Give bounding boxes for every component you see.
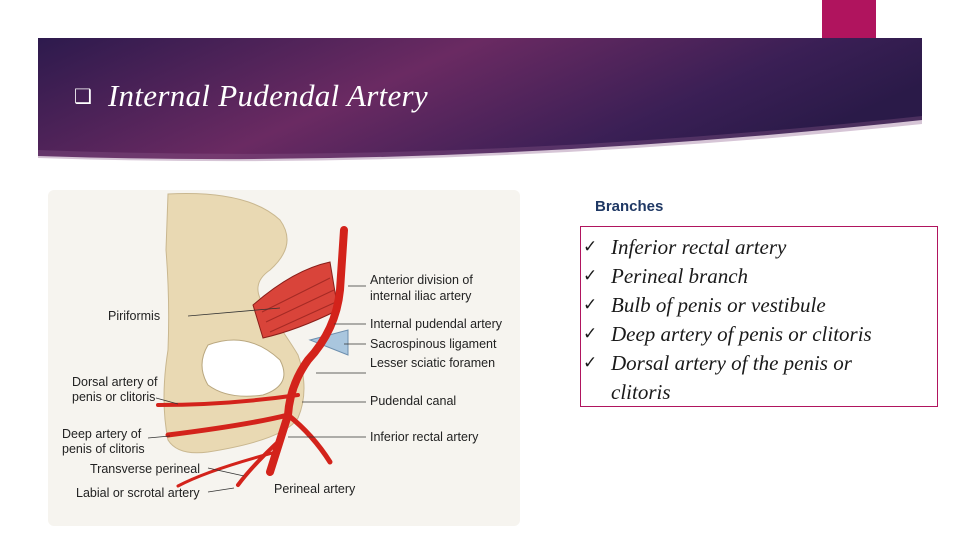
label-lesser-sciatic: Lesser sciatic foramen (370, 356, 496, 370)
label-dorsal-1: Dorsal artery of (72, 375, 158, 389)
list-item (581, 349, 937, 407)
label-labial-scrotal: Labial or scrotal artery (76, 486, 200, 500)
branches-heading: Branches (595, 198, 664, 215)
list-item (581, 291, 937, 320)
list-item-text: Deep artery of penis or clitoris (611, 322, 872, 346)
check-icon: ✓ (583, 353, 598, 373)
check-icon: ✓ (583, 295, 598, 315)
label-deep-1: Deep artery of (62, 427, 142, 441)
label-pudendal-canal: Pudendal canal (370, 394, 457, 408)
hollow-square-bullet-icon: ❑ (74, 84, 92, 108)
check-icon: ✓ (583, 324, 598, 344)
label-anterior-division-1: Anterior division of (370, 273, 473, 287)
label-perineal: Perineal artery (274, 482, 356, 496)
slide-title: Internal Pudendal Artery (107, 78, 428, 113)
label-inferior-rectal: Inferior rectal artery (370, 430, 479, 444)
label-internal-pudendal: Internal pudendal artery (370, 317, 503, 331)
label-piriformis: Piriformis (108, 309, 161, 323)
branches-list (580, 226, 938, 407)
list-item-text: Bulb of penis or vestibule (611, 293, 826, 317)
list-item-text: Perineal branch (611, 264, 749, 288)
label-sacrospinous: Sacrospinous ligament (370, 337, 497, 351)
list-item-text: Dorsal artery of the penis or clitoris (611, 351, 852, 404)
label-transverse-perineal: Transverse perineal (90, 462, 201, 476)
title-row (74, 76, 428, 116)
list-item-text: Inferior rectal artery (611, 235, 787, 259)
list-item (581, 320, 937, 349)
anatomy-figure (48, 190, 520, 526)
list-item (581, 262, 937, 291)
label-dorsal-2: penis or clitoris (72, 390, 156, 404)
label-deep-2: penis of clitoris (62, 442, 145, 456)
check-icon: ✓ (583, 266, 598, 286)
check-icon: ✓ (583, 237, 598, 257)
label-anterior-division-2: internal iliac artery (370, 289, 472, 303)
list-item (581, 233, 937, 262)
